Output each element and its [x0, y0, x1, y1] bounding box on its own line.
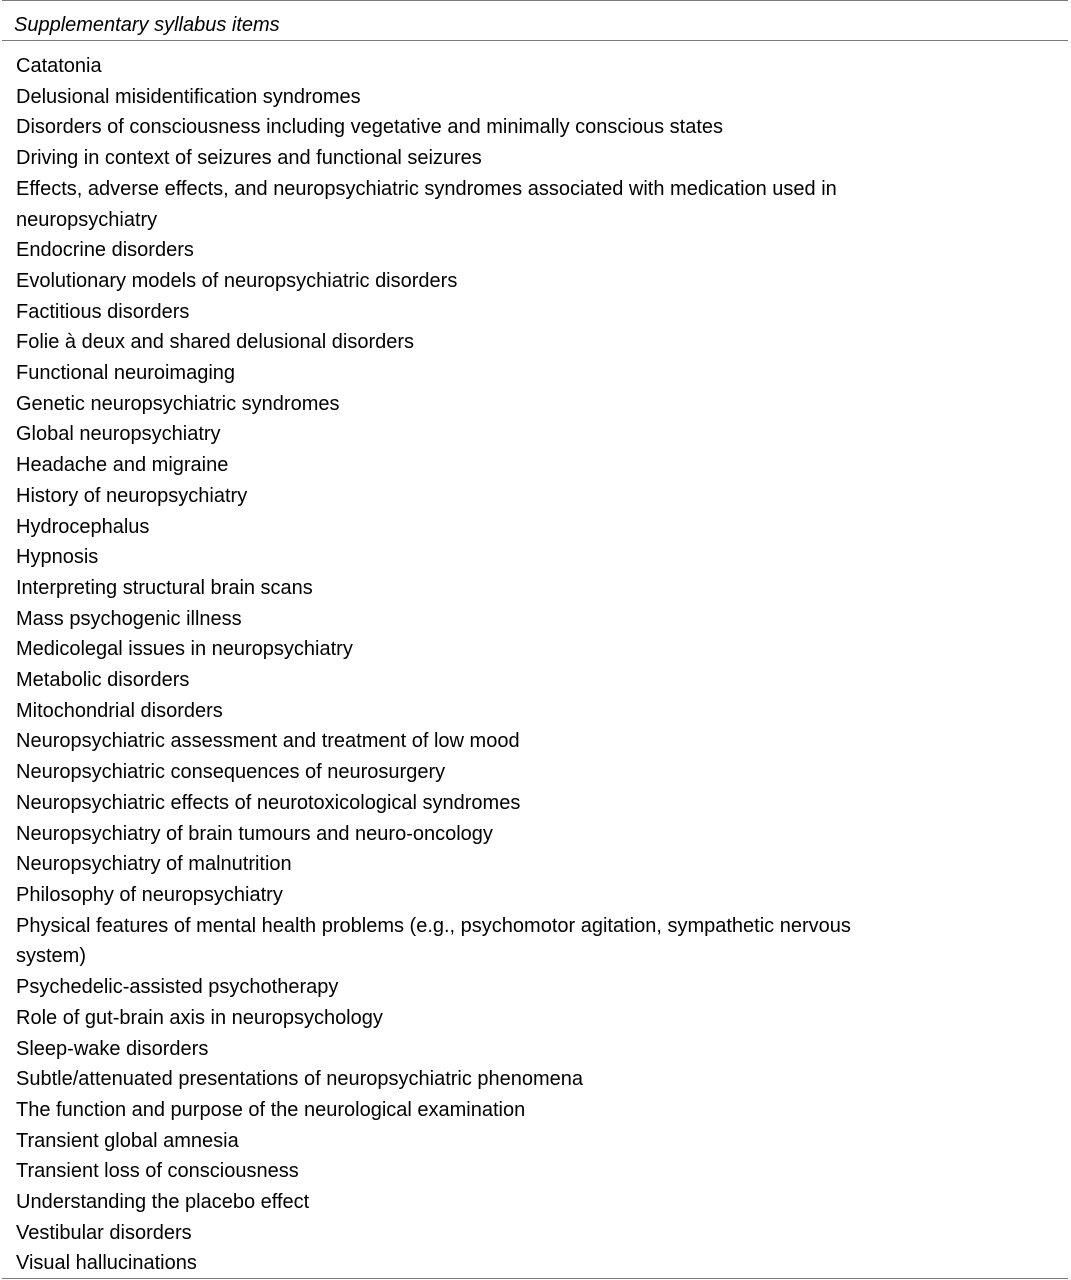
list-item: Functional neuroimaging [16, 362, 236, 385]
list-item: Global neuropsychiatry [16, 423, 221, 446]
list-item: Driving in context of seizures and functional seizures [16, 147, 482, 170]
list-item: The function and purpose of the neurological examination [16, 1098, 526, 1121]
list-item: Neuropsychiatric consequences of neurosurgery [16, 761, 446, 784]
list-item: Visual hallucinations [16, 1252, 197, 1275]
list-item: History of neuropsychiatry [16, 484, 248, 507]
syllabus-list [2, 41, 1068, 1279]
list-item: Genetic neuropsychiatric syndromes [16, 392, 340, 415]
list-item: Sleep-wake disorders [16, 1037, 209, 1060]
list-item: Factitious disorders [16, 300, 190, 323]
list-item: Neuropsychiatry of brain tumours and neuro-oncology [16, 822, 493, 845]
list-item: Transient loss of consciousness [16, 1160, 299, 1183]
syllabus-table [2, 0, 1068, 1279]
list-item: Delusional misidentification syndromes [16, 85, 361, 108]
list-item: Medicolegal issues in neuropsychiatry [16, 638, 353, 661]
list-item: system) [16, 945, 86, 968]
list-item: Vestibular disorders [16, 1221, 192, 1244]
list-item: Philosophy of neuropsychiatry [16, 883, 283, 906]
list-item: Metabolic disorders [16, 669, 190, 692]
list-item: Understanding the placebo effect [16, 1191, 310, 1214]
list-item: neuropsychiatry [16, 208, 158, 231]
list-item: Hydrocephalus [16, 515, 150, 538]
list-item: Headache and migraine [16, 454, 229, 477]
list-item: Disorders of consciousness including vegetative and minimally conscious states [16, 116, 724, 139]
list-item: Psychedelic-assisted psychotherapy [16, 976, 339, 999]
list-item: Catatonia [16, 55, 102, 77]
list-item: Neuropsychiatric assessment and treatment of low mood [16, 730, 520, 753]
list-item: Evolutionary models of neuropsychiatric disorders [16, 269, 458, 292]
list-item: Physical features of mental health problems (e.g., psychomotor agitation, sympathetic nervous [16, 914, 851, 937]
list-item: Transient global amnesia [16, 1129, 239, 1152]
list-item: Endocrine disorders [16, 239, 194, 262]
table-header: Supplementary syllabus items [2, 1, 1068, 41]
list-item: Mitochondrial disorders [16, 699, 223, 722]
list-item: Hypnosis [16, 546, 99, 569]
list-item: Mass psychogenic illness [16, 607, 242, 630]
list-item: Neuropsychiatric effects of neurotoxicological syndromes [16, 791, 521, 814]
list-item: Folie à deux and shared delusional disorders [16, 331, 415, 354]
list-item: Role of gut-brain axis in neuropsychology [16, 1006, 383, 1029]
list-item: Interpreting structural brain scans [16, 576, 313, 599]
list-item: Subtle/attenuated presentations of neuropsychiatric phenomena [16, 1068, 584, 1091]
list-item: Effects, adverse effects, and neuropsychiatric syndromes associated with medication used in [16, 177, 837, 200]
list-item: Neuropsychiatry of malnutrition [16, 853, 292, 876]
